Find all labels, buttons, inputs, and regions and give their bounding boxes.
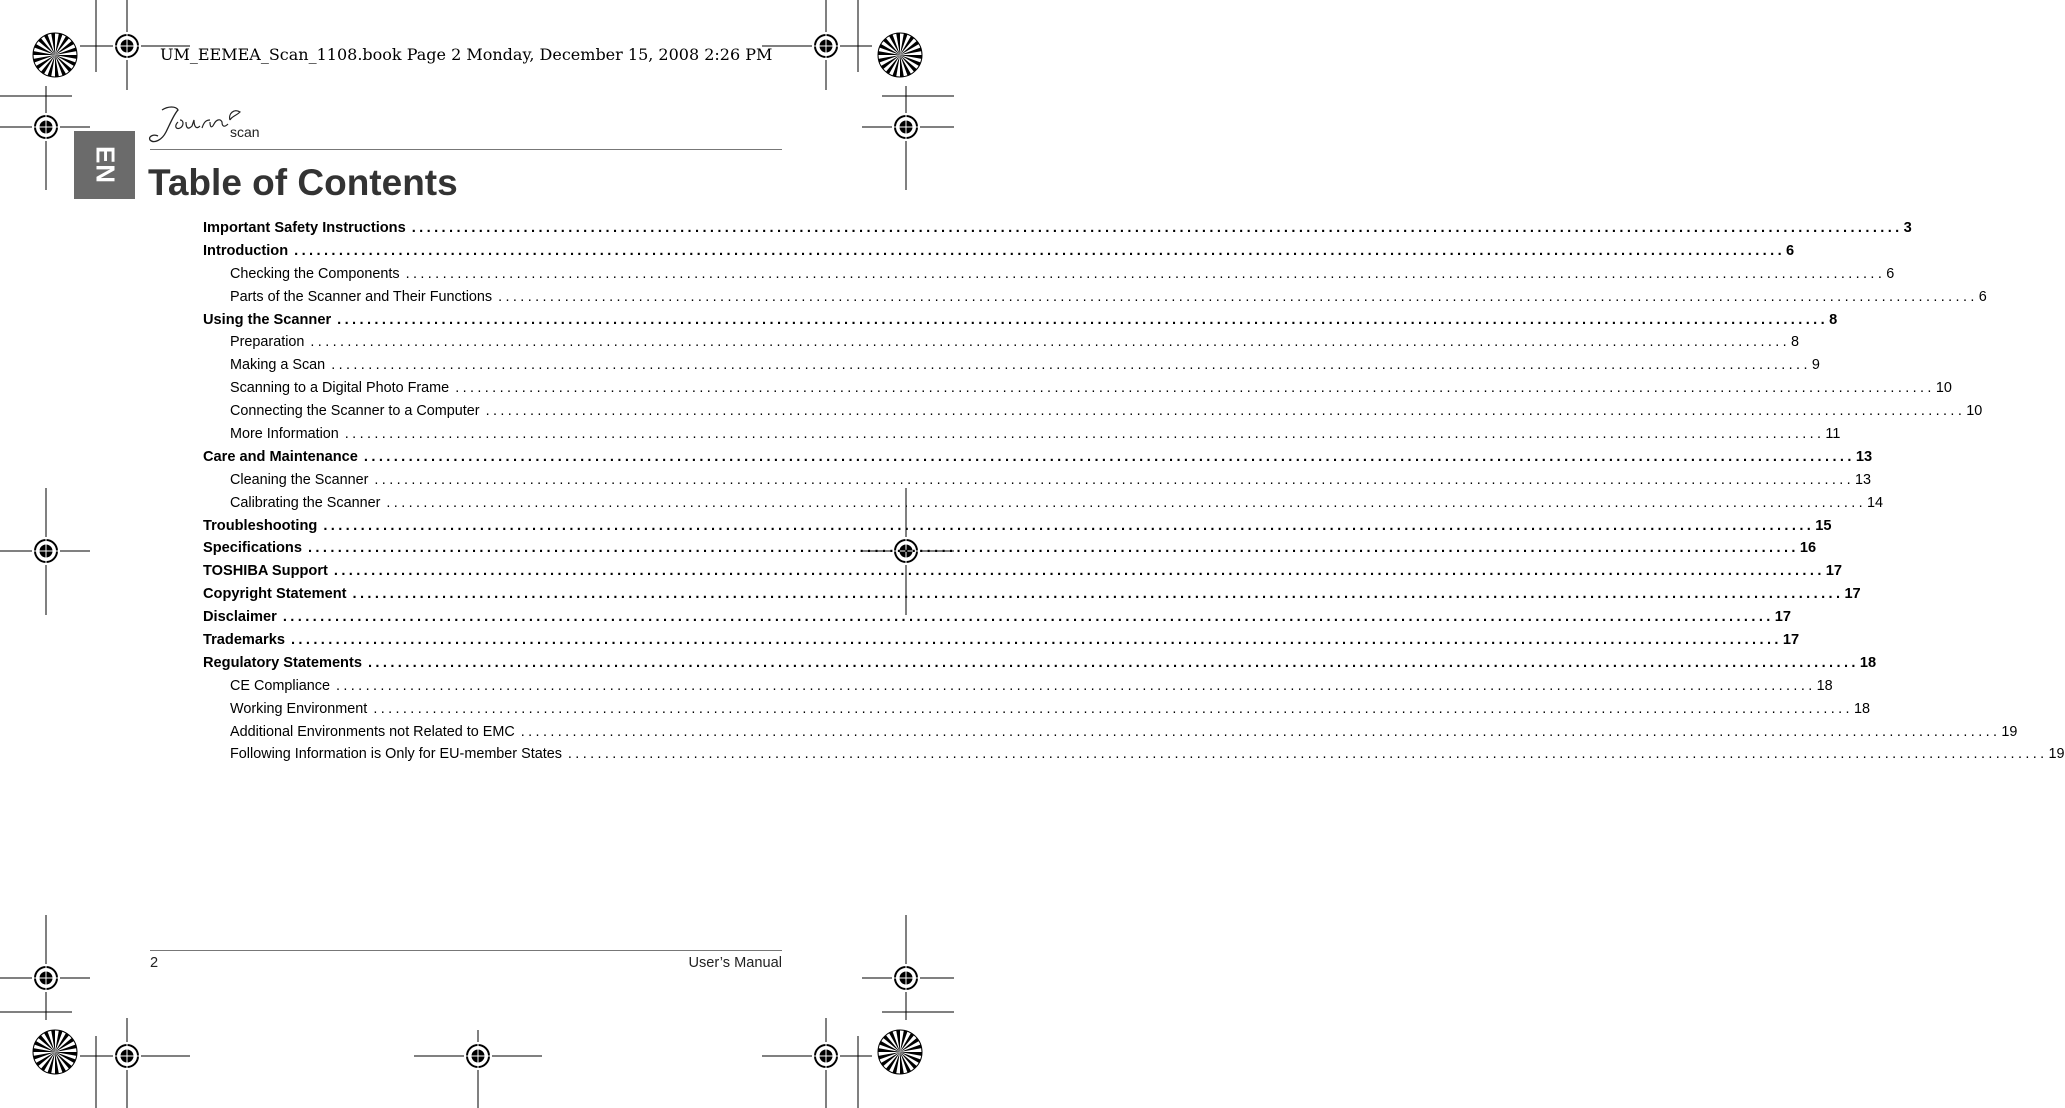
toc-entry-page: 8 — [1791, 334, 1800, 351]
toc-entry-title: Making a Scan — [230, 357, 326, 374]
toc-leader-dots: ........................................................................................................................................................................................................ — [337, 311, 1829, 328]
table-of-contents — [203, 220, 2065, 769]
toc-entry-page: 9 — [1811, 357, 1820, 374]
toc-entry-page: 6 — [1978, 288, 1987, 305]
toc-leader-dots: ........................................................................................................................................................................................................ — [386, 494, 1867, 511]
toc-entry[interactable] — [203, 311, 1838, 335]
footer-manual-name: User’s Manual — [688, 955, 782, 971]
toc-entry-page: 10 — [1966, 403, 1983, 420]
toc-entry-title: Disclaimer — [203, 609, 277, 626]
toc-entry[interactable] — [203, 334, 1800, 357]
toc-leader-dots: ........................................................................................................................................................................................................ — [520, 723, 2001, 740]
toc-entry-title: CE Compliance — [230, 677, 330, 694]
toc-leader-dots: ........................................................................................................................................................................................................ — [323, 517, 1815, 534]
toc-leader-dots: ........................................................................................................................................................................................................ — [352, 586, 1844, 603]
toc-entry-page: 17 — [1844, 586, 1861, 603]
toc-entry[interactable] — [203, 357, 1820, 380]
toc-entry-page: 17 — [1825, 563, 1843, 580]
toc-entry-page: 19 — [2001, 723, 2018, 740]
toc-entry-page: 16 — [1799, 540, 1817, 557]
toc-entry[interactable] — [203, 677, 1833, 701]
toc-leader-dots: ........................................................................................................................................................................................................ — [374, 471, 1855, 488]
toc-leader-dots: ........................................................................................................................................................................................................ — [367, 654, 1859, 671]
toc-leader-dots: ........................................................................................................................................................................................................ — [363, 448, 1855, 465]
toc-leader-dots: ........................................................................................................................................................................................................ — [411, 220, 1903, 236]
toc-entry[interactable] — [203, 265, 1895, 289]
toc-leader-dots: ........................................................................................................................................................................................................ — [294, 242, 1786, 259]
toc-entry-title: Checking the Components — [230, 265, 400, 282]
toc-entry-title: Connecting the Scanner to a Computer — [230, 403, 480, 420]
toc-entry[interactable] — [203, 448, 1873, 472]
toc-entry-title: Scanning to a Digital Photo Frame — [230, 380, 450, 397]
toc-entry[interactable] — [203, 723, 2018, 747]
toc-leader-dots: ........................................................................................................................................................................................................ — [455, 380, 1935, 397]
toc-entry[interactable] — [203, 220, 1912, 243]
toc-entry-title: More Information — [230, 426, 339, 443]
toc-leader-dots: ........................................................................................................................................................................................................ — [310, 334, 1791, 351]
toc-entry-page: 13 — [1855, 471, 1872, 488]
toc-entry-title: Working Environment — [230, 700, 368, 717]
toc-entry-page: 18 — [1859, 654, 1877, 671]
toc-entry[interactable] — [203, 471, 1872, 495]
toc-entry[interactable] — [203, 426, 1841, 449]
toc-entry-page: 17 — [1782, 632, 1800, 649]
toc-entry[interactable] — [203, 242, 1795, 266]
toc-entry[interactable] — [203, 746, 2065, 769]
toc-entry-title: Calibrating the Scanner — [230, 494, 381, 511]
footer-rule — [150, 950, 782, 951]
toc-leader-dots: ........................................................................................................................................................................................................ — [344, 426, 1825, 443]
toc-entry-title: Introduction — [203, 242, 289, 259]
toc-entry[interactable] — [203, 494, 1884, 518]
toc-entry[interactable] — [203, 586, 1861, 609]
toc-leader-dots: ........................................................................................................................................................................................................ — [307, 540, 1799, 557]
toc-leader-dots: ........................................................................................................................................................................................................ — [405, 265, 1886, 282]
header-rule — [150, 149, 782, 150]
toc-leader-dots: ........................................................................................................................................................................................................ — [485, 403, 1966, 420]
toc-entry[interactable] — [203, 609, 1791, 632]
toc-leader-dots: ........................................................................................................................................................................................................ — [373, 700, 1853, 717]
toc-entry-title: TOSHIBA Support — [203, 563, 328, 580]
toc-entry-page: 18 — [1853, 700, 1870, 717]
toc-entry-page: 3 — [1903, 220, 1912, 236]
toc-entry-page: 19 — [2048, 746, 2065, 763]
toc-entry[interactable] — [203, 403, 1983, 426]
toc-entry[interactable] — [203, 654, 1877, 678]
toc-entry[interactable] — [203, 540, 1817, 563]
toc-entry[interactable] — [203, 563, 1843, 586]
toc-entry-page: 14 — [1867, 494, 1884, 511]
toc-entry-title: Regulatory Statements — [203, 654, 362, 671]
toc-entry-title: Care and Maintenance — [203, 448, 358, 465]
toc-entry[interactable] — [203, 380, 1952, 403]
toc-entry-page: 15 — [1815, 517, 1832, 534]
toc-entry[interactable] — [203, 517, 1832, 541]
toc-entry-title: Copyright Statement — [203, 586, 347, 603]
print-stamp: UM_EEMEA_Scan_1108.book Page 2 Monday, December 15, 2008 2:26 PM — [160, 45, 773, 64]
toc-entry-page: 10 — [1935, 380, 1952, 397]
toc-leader-dots: ........................................................................................................................................................................................................ — [335, 677, 1816, 694]
page-title: Table of Contents — [148, 162, 458, 203]
toc-entry[interactable] — [203, 632, 1800, 655]
toc-entry-page: 6 — [1786, 242, 1795, 259]
logo-word: scan — [230, 124, 260, 140]
toc-entry-title: Specifications — [203, 540, 302, 557]
toc-entry-title: Additional Environments not Related to EMC — [230, 723, 515, 740]
toc-entry-page: 13 — [1855, 448, 1873, 465]
toc-entry-page: 17 — [1774, 609, 1791, 626]
toc-leader-dots: ........................................................................................................................................................................................................ — [567, 746, 2048, 763]
toc-entry-title: Important Safety Instructions — [203, 220, 406, 236]
toc-leader-dots: ........................................................................................................................................................................................................ — [282, 609, 1774, 626]
toc-entry-title: Trademarks — [203, 632, 285, 649]
toc-leader-dots: ........................................................................................................................................................................................................ — [333, 563, 1825, 580]
toc-entry-page: 6 — [1886, 265, 1895, 282]
toc-entry[interactable] — [203, 288, 1987, 312]
toc-leader-dots: ........................................................................................................................................................................................................ — [331, 357, 1811, 374]
toc-entry-page: 11 — [1825, 426, 1841, 443]
toc-leader-dots: ........................................................................................................................................................................................................ — [498, 288, 1978, 305]
toc-entry-title: Troubleshooting — [203, 517, 318, 534]
footer-page-number: 2 — [150, 955, 159, 971]
language-tab-label: EN — [90, 145, 120, 185]
toc-entry-page: 8 — [1829, 311, 1838, 328]
toc-leader-dots: ........................................................................................................................................................................................................ — [290, 632, 1782, 649]
language-tab — [74, 131, 135, 199]
toc-entry[interactable] — [203, 700, 1870, 724]
toc-entry-title: Following Information is Only for EU-member States — [230, 746, 562, 763]
toc-entry-title: Using the Scanner — [203, 311, 332, 328]
toc-entry-title: Cleaning the Scanner — [230, 471, 369, 488]
toc-entry-title: Preparation — [230, 334, 305, 351]
toc-entry-title: Parts of the Scanner and Their Functions — [230, 288, 493, 305]
toc-entry-page: 18 — [1816, 677, 1833, 694]
